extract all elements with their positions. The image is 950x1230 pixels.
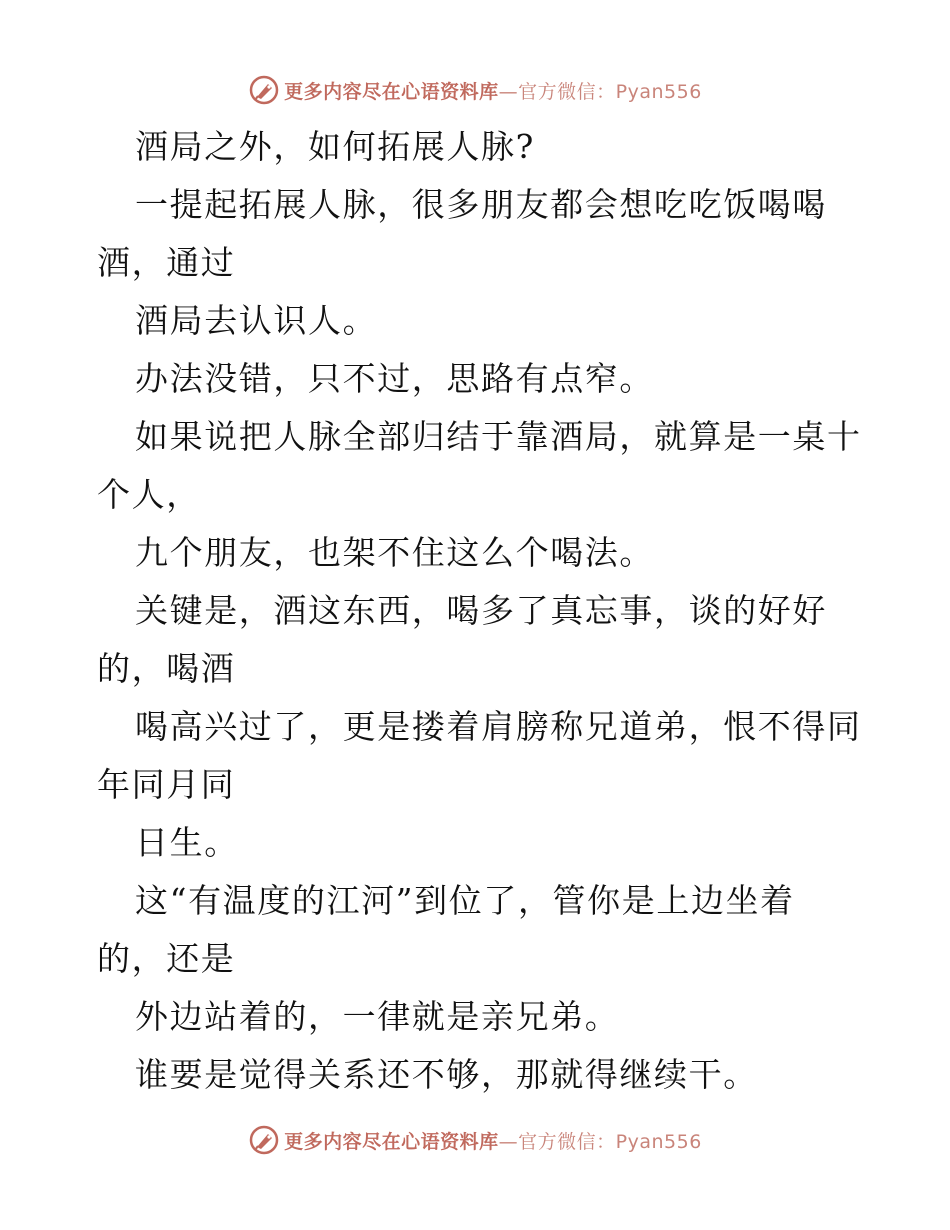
document-body: [97, 118, 867, 1104]
paragraph-line: 如果说把人脉全部归结于靠酒局，就算是一桌十: [135, 417, 862, 456]
paragraph-line: 喝高兴过了，更是搂着肩膀称兄道弟，恨不得同: [135, 707, 862, 746]
pen-nib-logo-icon: [248, 74, 280, 106]
paragraph-line: 的，喝酒: [97, 649, 236, 688]
paragraph-line: 酒，通过: [97, 243, 236, 282]
paragraph-line: 个人，: [97, 475, 201, 514]
paragraph-line: 酒局去认识人。: [135, 301, 378, 340]
paragraph-line: 外边站着的，一律就是亲兄弟。: [135, 997, 620, 1036]
paragraph-line: 谁要是觉得关系还不够，那就得继续干。: [135, 1055, 758, 1094]
header-banner-text: 更多内容尽在心语资料库—官方微信：Pyan556: [284, 80, 702, 103]
paragraph-line: 办法没错，只不过，思路有点窄。: [135, 359, 654, 398]
paragraph-line: 日生。: [135, 823, 239, 862]
footer-banner-text: 更多内容尽在心语资料库—官方微信：Pyan556: [284, 1130, 702, 1153]
paragraph-line: 一提起拓展人脉，很多朋友都会想吃吃饭喝喝: [135, 185, 827, 224]
paragraph-line: 酒局之外，如何拓展人脉?: [135, 127, 535, 166]
header-banner: [0, 72, 950, 108]
footer-banner: [0, 1122, 950, 1158]
pen-nib-logo-icon: [248, 1124, 280, 1156]
paragraph-line: 这“有温度的江河”到位了，管你是上边坐着: [135, 881, 795, 920]
paragraph-line: 九个朋友，也架不住这么个喝法。: [135, 533, 654, 572]
paragraph-line: 年同月同: [97, 765, 236, 804]
paragraph-line: 关键是，酒这东西，喝多了真忘事，谈的好好: [135, 591, 827, 630]
paragraph-line: 的，还是: [97, 939, 236, 978]
